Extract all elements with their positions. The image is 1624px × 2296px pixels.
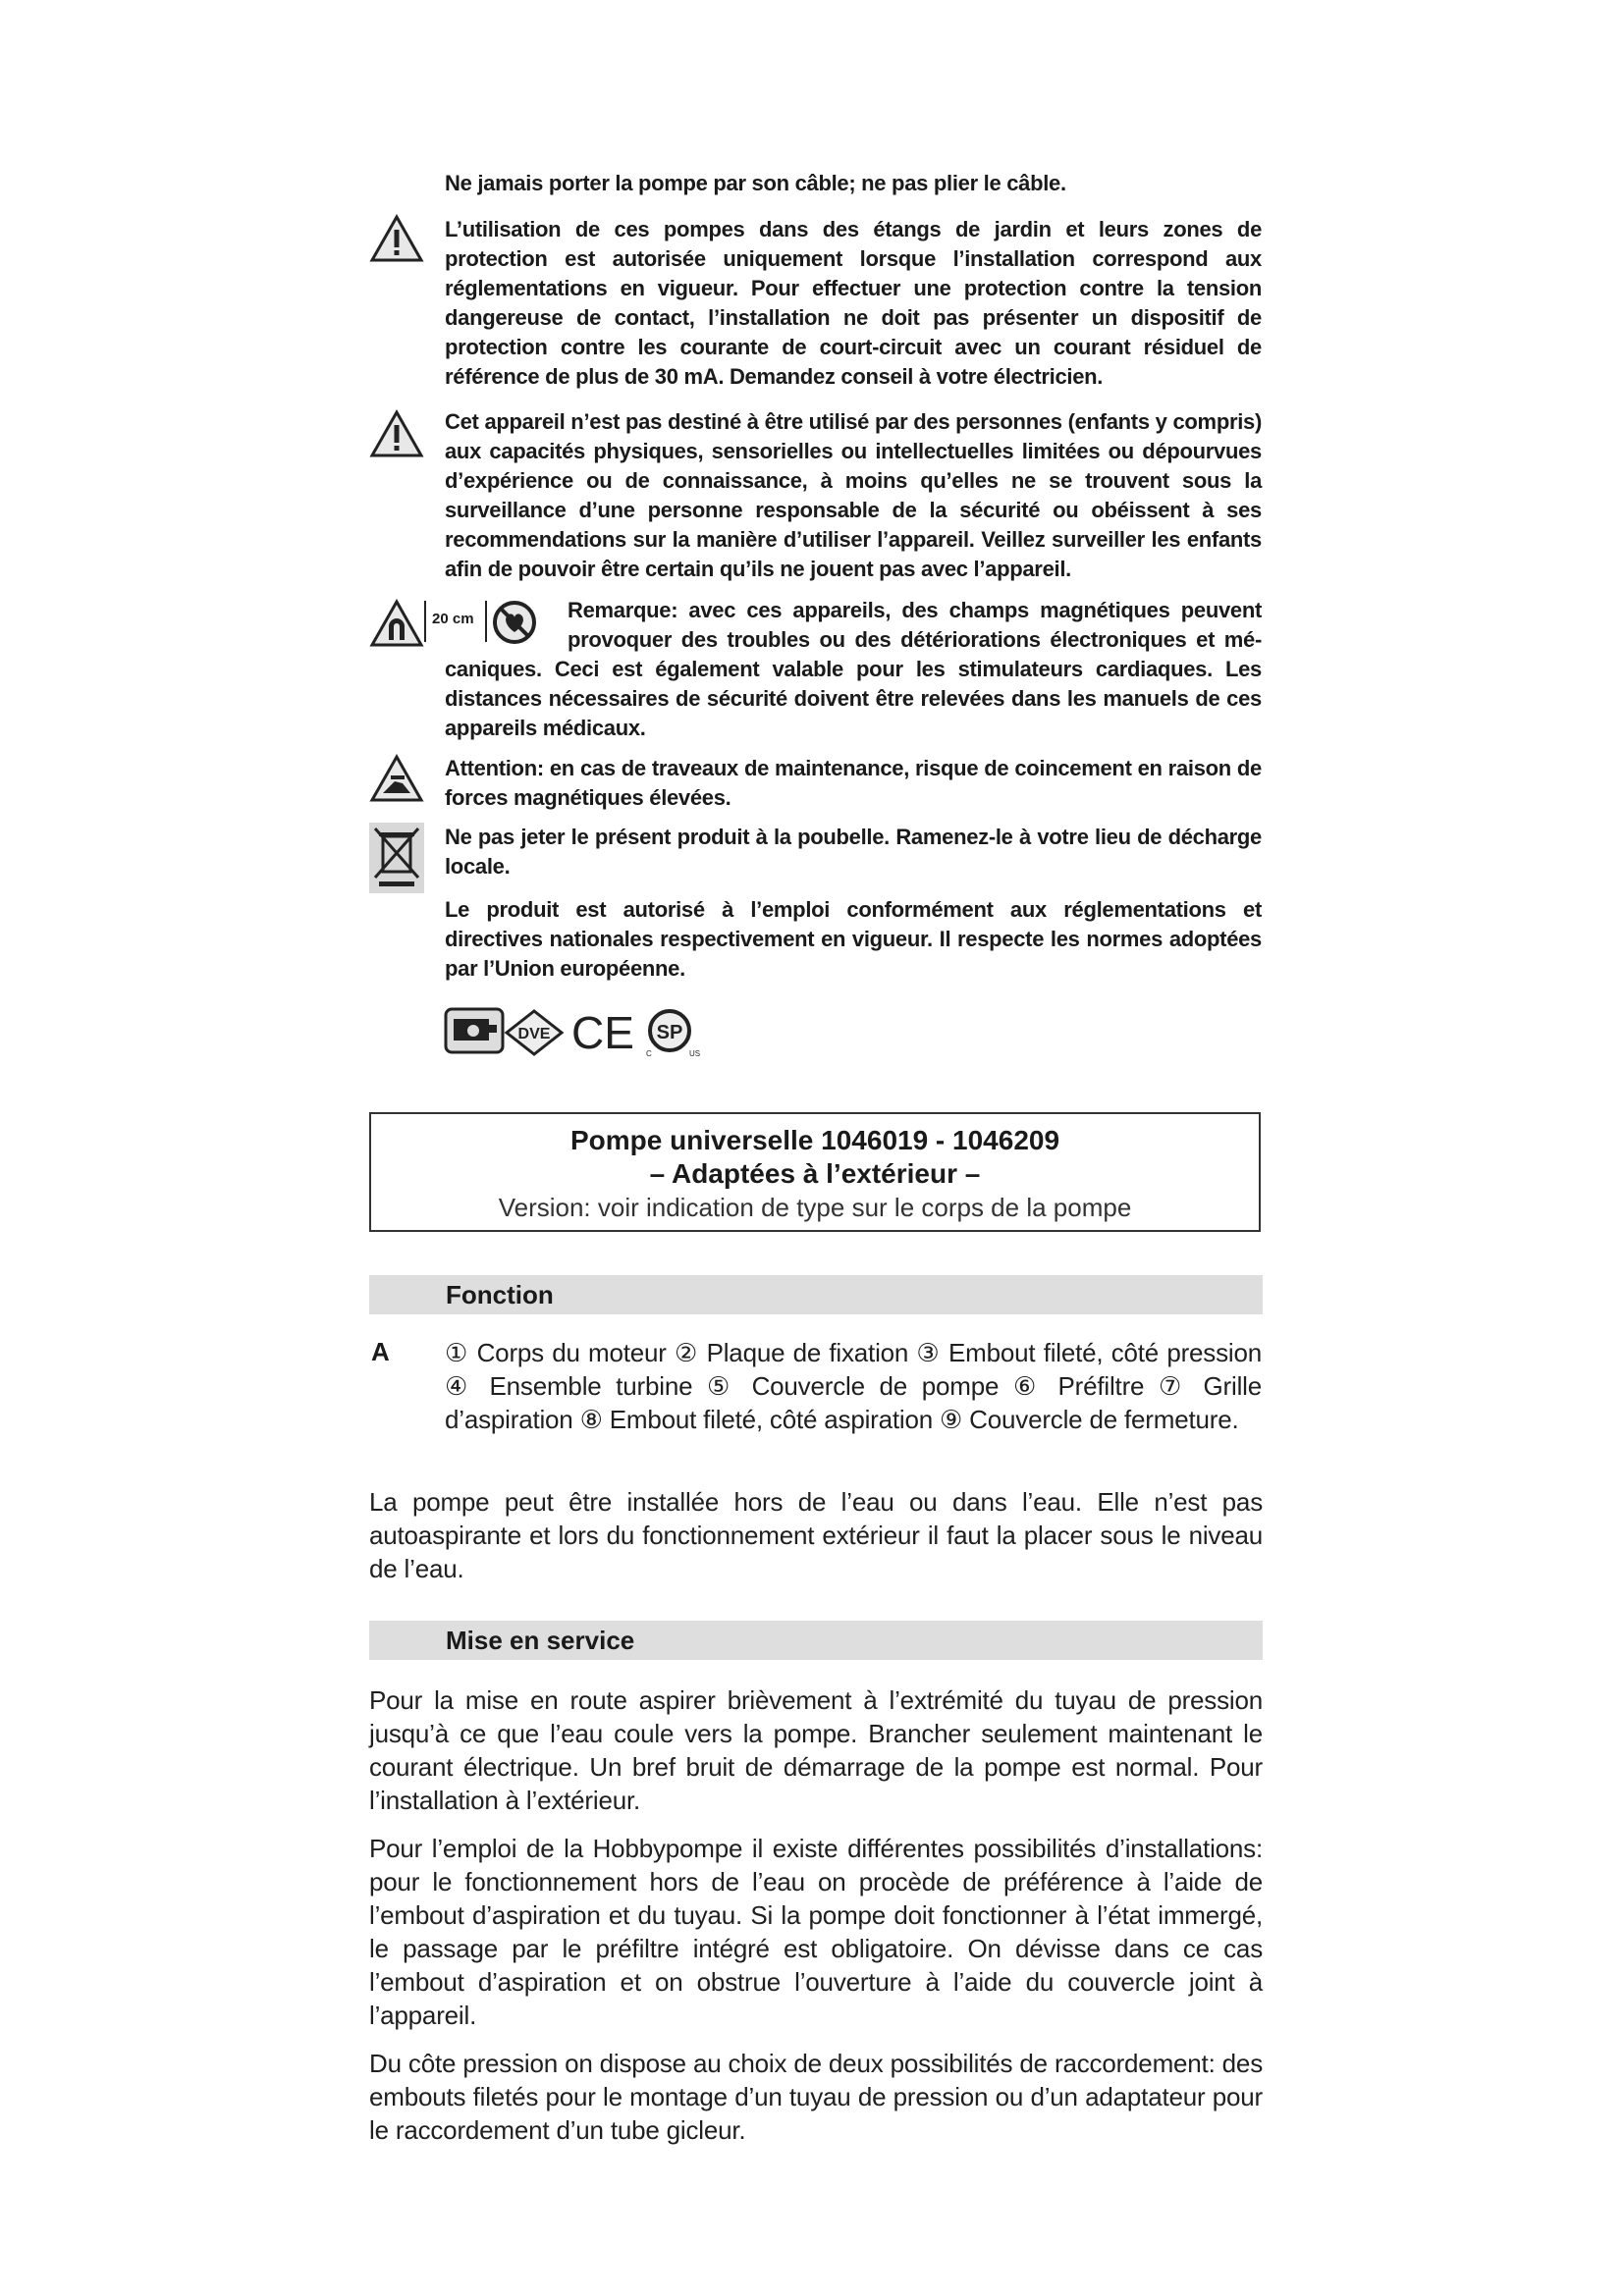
magnet-warning-icon	[369, 599, 428, 648]
csa-logo	[646, 1011, 700, 1058]
mise-paragraph-2	[369, 1832, 1263, 2032]
safety-note-pond	[445, 215, 1262, 392]
safety-text-persons: Cet appareil n’est pas destiné à être utilisé par des personnes (enfants y compris) aux capacités physiques, sensorielles ou intellectuelles limitées ou dépourvues d’expérience ou de connaissance, à moins qu’elles ne se trouvent sous la surveillance d’une personne responsable de la sécurité ou obéissent à ses recommendations sur la manière d’utiliser l’appareil. Veillez surveiller les enfants afin de pouvoir être certain qu’ils ne jouent pas avec l’appareil.	[445, 409, 1262, 581]
warning-triangle-icon	[369, 214, 424, 263]
safety-note-conformity	[445, 895, 1262, 984]
safety-note-disposal	[445, 823, 1262, 881]
fonction-description-text: La pompe peut être installée hors de l’eau ou dans l’eau. Elle n’est pas autoaspirante et lors du fonctionnement extérieur il faut la placer sous le niveau de l’eau.	[369, 1487, 1263, 1583]
warning-triangle-icon	[369, 409, 424, 458]
section-title-mise-en-service: Mise en service	[446, 1626, 635, 1655]
vde-logo	[507, 1011, 562, 1054]
parts-list-text: ① Corps du moteur ② Plaque de fixation ③ Embout fileté, côté pression ④ Ensemble turbine ⑤ Couvercle de pompe ⑥ Préfiltre ⑦ Grille d’aspiration ⑧ Embout fileté, côté aspiration ⑨ Couvercle de fermeture.	[445, 1338, 1262, 1434]
mise-paragraph-3-text: Du côte pression on dispose au choix de deux possibilités de raccordement: des embouts filetés pour le montage d’un tuyau de pression ou d’un adaptateur pour le raccordement d’un tube gicleur.	[369, 2049, 1263, 2145]
magnet-distance-label: 20 cm	[432, 611, 474, 627]
parts-list	[445, 1336, 1262, 1436]
vde-logo-text: DVE	[517, 1026, 551, 1042]
certification-logos	[444, 1001, 738, 1060]
mise-paragraph-3	[369, 2047, 1263, 2147]
mise-paragraph-2-text: Pour l’emploi de la Hobbypompe il existe différentes possibilités d’installations: pour le fonctionnement hors de l’eau on procède de préférence à l’aide de l’embout d’aspiration et du tuyau. Si la pompe doit fonctionner à l’état immergé, le passage par le préfiltre intégré est obligatoire. On dévisse dans ce cas l’embout d’aspiration et on obstrue l’ouverture à l’aide du couvercle joint à l’appareil.	[369, 1834, 1263, 2030]
safety-note-persons	[445, 407, 1262, 584]
ce-mark	[571, 1007, 634, 1058]
safety-text-disposal: Ne pas jeter le présent produit à la poubelle. Ramenez-le à votre lieu de décharge locale.	[445, 825, 1262, 879]
safety-text-maintenance: Attention: en cas de traveaux de maintenance, risque de coincement en raison de forces magnétiques élevées.	[445, 756, 1262, 810]
safety-note-cable	[445, 169, 1262, 198]
section-title-fonction: Fonction	[446, 1280, 554, 1309]
pacemaker-prohibited-icon	[491, 599, 538, 646]
safety-note-magnetic-rest	[445, 655, 1262, 743]
hand-crush-warning-icon	[369, 754, 424, 803]
fonction-description	[369, 1485, 1263, 1585]
product-subtitle: – Adaptées à l’extérieur –	[649, 1158, 981, 1189]
ce-mark-text: CE	[571, 1007, 634, 1058]
distance-bar-left	[424, 601, 426, 642]
csa-c-mark: C	[646, 1049, 652, 1058]
section-header-mise-en-service	[369, 1621, 1263, 1660]
safety-text-conformity: Le produit est autorisé à l’emploi conformément aux réglementations et directives nationales respectivement en vigueur. Il respecte les normes adoptées par l’Union européenne.	[445, 897, 1262, 981]
protection-class-logo	[446, 1009, 503, 1052]
safety-text-magnetic-line1: Remarque: avec ces appareils, des champs magnétiques peuvent	[568, 598, 1262, 622]
weee-bin-icon	[369, 823, 424, 893]
mise-paragraph-1-text: Pour la mise en route aspirer brièvement à l’extrémité du tuyau de pression jusqu’à ce que l’eau coule vers la pompe. Brancher seulement maintenant le courant électrique. Un bref bruit de démarrage de la pompe est normal. Pour l’installation à l’extérieur.	[369, 1685, 1263, 1815]
product-title-box	[369, 1112, 1261, 1232]
safety-note-magnetic-head	[568, 596, 1262, 655]
safety-text-magnetic-line2: provoquer des troubles ou des détériorations électroniques et mé-	[568, 627, 1262, 652]
csa-logo-text: SP	[656, 1022, 683, 1043]
product-title: Pompe universelle 1046019 - 1046209	[569, 1125, 1060, 1155]
csa-us-mark: US	[689, 1049, 701, 1058]
section-header-fonction	[369, 1275, 1263, 1314]
safety-text-magnetic-rest: caniques. Ceci est également valable pour les stimulateurs cardiaques. Les distances nécessaires de sécurité doivent être relevées dans les manuels de ces appareils médicaux.	[445, 657, 1262, 740]
mise-paragraph-1	[369, 1683, 1263, 1817]
safety-note-maintenance	[445, 754, 1262, 813]
safety-text-pond: L’utilisation de ces pompes dans des étangs de jardin et leurs zones de protection est autorisée uniquement lorsque l’installation correspond aux réglementations en vigueur. Pour effectuer une protection contre la tension dangereuse de contact, l’installation ne doit pas présenter un dispositif de protection contre les courante de court-circuit avec un courant résiduel de référence de plus de 30 mA. Demandez conseil à votre électricien.	[445, 217, 1262, 389]
distance-bar-right	[485, 601, 487, 642]
safety-text-cable: Ne jamais porter la pompe par son câble; ne pas plier le câble.	[445, 171, 1066, 195]
figure-label-a: A	[371, 1337, 390, 1366]
product-version: Version: voir indication de type sur le corps de la pompe	[498, 1193, 1132, 1222]
